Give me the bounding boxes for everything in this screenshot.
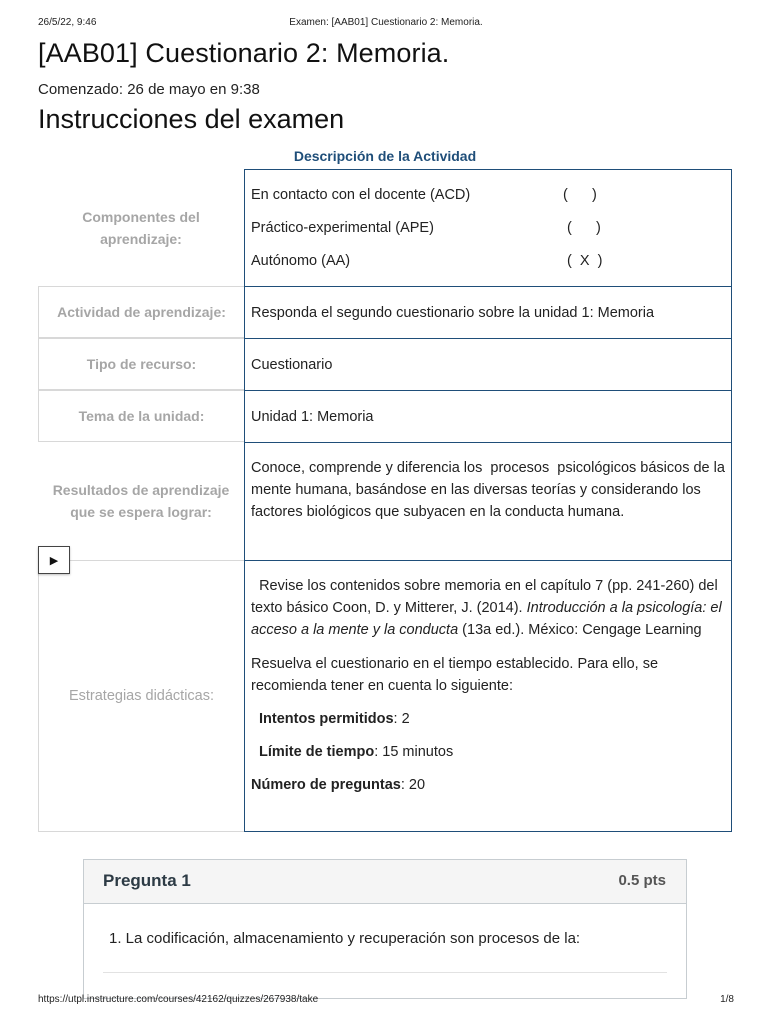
topic-value: Unidad 1: Memoria bbox=[251, 408, 374, 425]
strategies-p1-lead: Revise los contenidos sobre memoria en el capítulo 7 (pp. 241-260) del texto básico Coon, D. y Mitterer, J. (2014). bbox=[251, 578, 722, 616]
question-points: 0.5 pts bbox=[618, 872, 666, 889]
print-url: https://utpl.instructure.com/courses/42162/quizzes/267938/take bbox=[38, 994, 319, 1005]
resource-value-cell bbox=[244, 338, 732, 391]
question-title: Pregunta 1 bbox=[103, 871, 191, 890]
components-label: Componentes del aprendizaje: bbox=[82, 208, 200, 247]
components-value-cell bbox=[244, 169, 732, 287]
strategies-p1-tail: (13a ed.). México: Cengage Learning bbox=[458, 622, 702, 638]
attempts-line bbox=[251, 708, 725, 730]
started-timestamp: Comenzado: 26 de mayo en 9:38 bbox=[38, 81, 260, 98]
component-mark: ( ) bbox=[567, 220, 601, 236]
print-header bbox=[38, 17, 734, 31]
page-number: 1/8 bbox=[720, 994, 734, 1005]
attempts-value: : 2 bbox=[393, 711, 410, 727]
strategies-label: Estrategias didácticas: bbox=[68, 688, 215, 704]
time-limit-value: : 15 minutos bbox=[374, 744, 454, 760]
topic-label-cell bbox=[38, 390, 244, 442]
instructions-heading: Instrucciones del examen bbox=[38, 104, 345, 134]
topic-value-cell bbox=[244, 390, 732, 443]
component-name: En contacto con el docente (ACD) bbox=[251, 187, 471, 203]
question-text: 1. La codificación, almacenamiento y recuperación son procesos de la: bbox=[109, 930, 581, 947]
activity-label-cell bbox=[38, 286, 244, 338]
component-row bbox=[251, 212, 725, 245]
results-value-cell bbox=[244, 442, 732, 561]
page-title: [AAB01] Cuestionario 2: Memoria. bbox=[38, 38, 450, 68]
question-count-line bbox=[251, 774, 725, 796]
component-row bbox=[251, 179, 725, 212]
resource-label: Tipo de recurso: bbox=[86, 356, 197, 372]
component-name: Práctico-experimental (APE) bbox=[251, 220, 434, 236]
question-card bbox=[83, 859, 687, 999]
components-label-cell bbox=[38, 169, 244, 286]
activity-value: Responda el segundo cuestionario sobre la unidad 1: Memoria bbox=[251, 304, 655, 321]
component-row bbox=[251, 245, 725, 278]
question-header bbox=[84, 860, 686, 904]
component-name: Autónomo (AA) bbox=[251, 253, 351, 269]
question-count-label: Número de preguntas bbox=[251, 777, 401, 793]
attempts-label: Intentos permitidos bbox=[259, 711, 394, 727]
play-button[interactable] bbox=[38, 546, 70, 574]
time-limit-label: Límite de tiempo bbox=[259, 744, 375, 760]
question-count-value: : 20 bbox=[400, 777, 426, 793]
description-title: Descripción de la Actividad bbox=[293, 148, 477, 164]
resource-value: Cuestionario bbox=[251, 356, 333, 373]
print-date: 26/5/22, 9:46 bbox=[38, 17, 97, 28]
activity-value-cell bbox=[244, 286, 732, 339]
results-label-cell bbox=[38, 442, 244, 560]
topic-label: Tema de la unidad: bbox=[78, 408, 205, 424]
strategies-value-cell bbox=[244, 560, 732, 832]
play-icon: ▶ bbox=[49, 554, 59, 567]
resource-label-cell bbox=[38, 338, 244, 390]
strategies-label-cell bbox=[38, 560, 244, 832]
print-footer bbox=[38, 994, 734, 1008]
time-limit-line bbox=[251, 741, 725, 763]
question-divider bbox=[103, 972, 667, 973]
print-title: Examen: [AAB01] Cuestionario 2: Memoria. bbox=[289, 17, 483, 28]
results-label: Resultados de aprendizaje que se espera lograr: bbox=[52, 482, 230, 520]
strategies-paragraph-2: Resuelva el cuestionario en el tiempo establecido. Para ello, se recomienda tener en cuenta lo siguiente: bbox=[251, 656, 659, 694]
results-value: Conoce, comprende y diferencia los procesos psicológicos básicos de la mente humana, basándose en las diversas teorías y considerando los factores biológicos que subyacen en la conducta humana. bbox=[251, 460, 729, 520]
textbook-title: Introducción a la psicología: el acceso a la mente y la conducta bbox=[251, 600, 726, 638]
component-mark: ( X ) bbox=[567, 253, 603, 269]
activity-label: Actividad de aprendizaje: bbox=[57, 304, 226, 320]
strategies-paragraph-1 bbox=[251, 575, 725, 641]
activity-description-table bbox=[38, 169, 732, 832]
component-mark: ( ) bbox=[563, 187, 597, 203]
